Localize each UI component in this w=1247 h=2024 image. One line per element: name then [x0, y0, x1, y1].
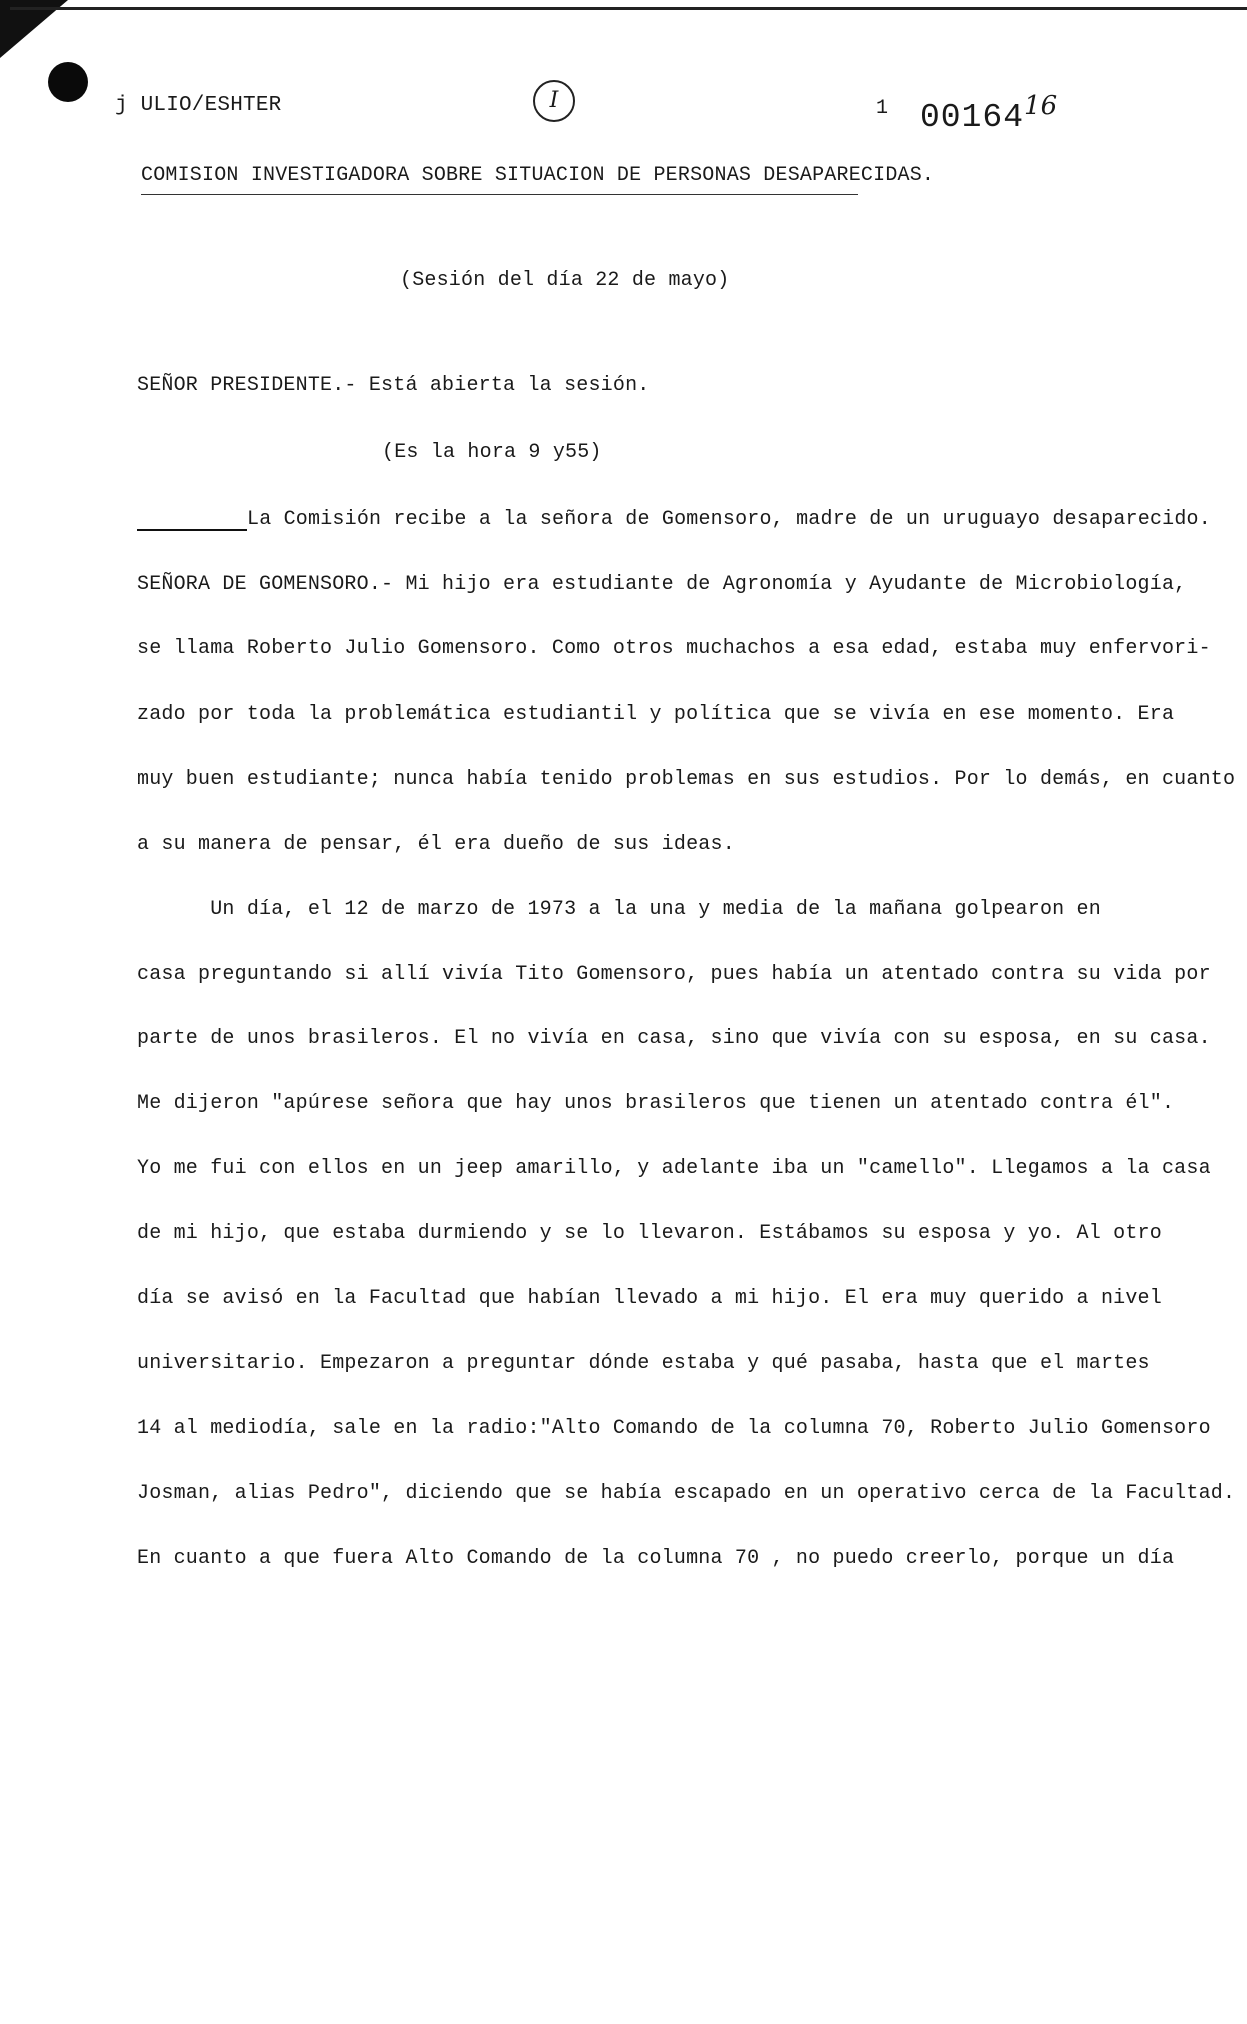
testimony-line: zado por toda la problemática estudiantil y política que se vivía en ese momento. Era: [137, 703, 1175, 726]
testimony-line: casa preguntando si allí vivía Tito Gomensoro, pues había un atentado contra su vida por: [137, 963, 1211, 986]
testimony-line: parte de unos brasileros. El no vivía en casa, sino que vivía con su esposa, en su casa.: [137, 1027, 1211, 1050]
circled-page-mark: I: [533, 80, 575, 122]
testimony-line: Josman, alias Pedro", diciendo que se había escapado en un operativo cerca de la Facultad.: [137, 1482, 1236, 1505]
testimony-line: Un día, el 12 de marzo de 1973 a la una y media de la mañana golpearon en: [137, 898, 1101, 921]
document-number-handwritten: 16: [1024, 91, 1058, 121]
author-label: j ULIO/ESHTER: [115, 94, 282, 117]
testimony-line: En cuanto a que fuera Alto Comando de la columna 70 , no puedo creerlo, porque un día: [137, 1547, 1175, 1570]
session-date: (Sesión del día 22 de mayo): [400, 269, 730, 292]
testimony-line: Yo me fui con ellos en un jeep amarillo, y adelante iba un "camello". Llegamos a la casa: [137, 1157, 1211, 1180]
testimony-line: universitario. Empezaron a preguntar dónde estaba y qué pasaba, hasta que el martes: [137, 1352, 1150, 1375]
testimony-line: a su manera de pensar, él era dueño de sus ideas.: [137, 833, 735, 856]
commission-title: COMISION INVESTIGADORA SOBRE SITUACION DE PERSONAS DESAPARECIDAS.: [141, 164, 935, 187]
hour-line: (Es la hora 9 y55): [382, 441, 602, 464]
president-line: SEÑOR PRESIDENTE.- Está abierta la sesión.: [137, 374, 650, 397]
testimony-line: 14 al mediodía, sale en la radio:"Alto Comando de la columna 70, Roberto Julio Gomensoro: [137, 1417, 1211, 1440]
scan-top-border: [10, 7, 1247, 10]
punch-hole: [48, 62, 88, 102]
testimony-line: muy buen estudiante; nunca había tenido problemas en sus estudios. Por lo demás, en cuanto: [137, 768, 1236, 791]
testimony-line: SEÑORA DE GOMENSORO.- Mi hijo era estudiante de Agronomía y Ayudante de Microbiología,: [137, 573, 1187, 596]
page-number: 1: [876, 97, 889, 120]
testimony-line: de mi hijo, que estaba durmiendo y se lo llevaron. Estábamos su esposa y yo. Al otro: [137, 1222, 1162, 1245]
document-number-typed: 00164: [920, 99, 1025, 136]
testimony-line: Me dijeron "apúrese señora que hay unos brasileros que tienen un atentado contra él".: [137, 1092, 1175, 1115]
document-number: [920, 86, 1057, 138]
testimony-line: se llama Roberto Julio Gomensoro. Como otros muchachos a esa edad, estaba muy enfervori-: [137, 637, 1211, 660]
title-underline: [141, 194, 858, 195]
reception-line: La Comisión recibe a la señora de Gomensoro, madre de un uruguayo desaparecido.: [247, 508, 1211, 531]
blank-line: [137, 529, 247, 531]
testimony-line: día se avisó en la Facultad que habían llevado a mi hijo. El era muy querido a nivel: [137, 1287, 1162, 1310]
